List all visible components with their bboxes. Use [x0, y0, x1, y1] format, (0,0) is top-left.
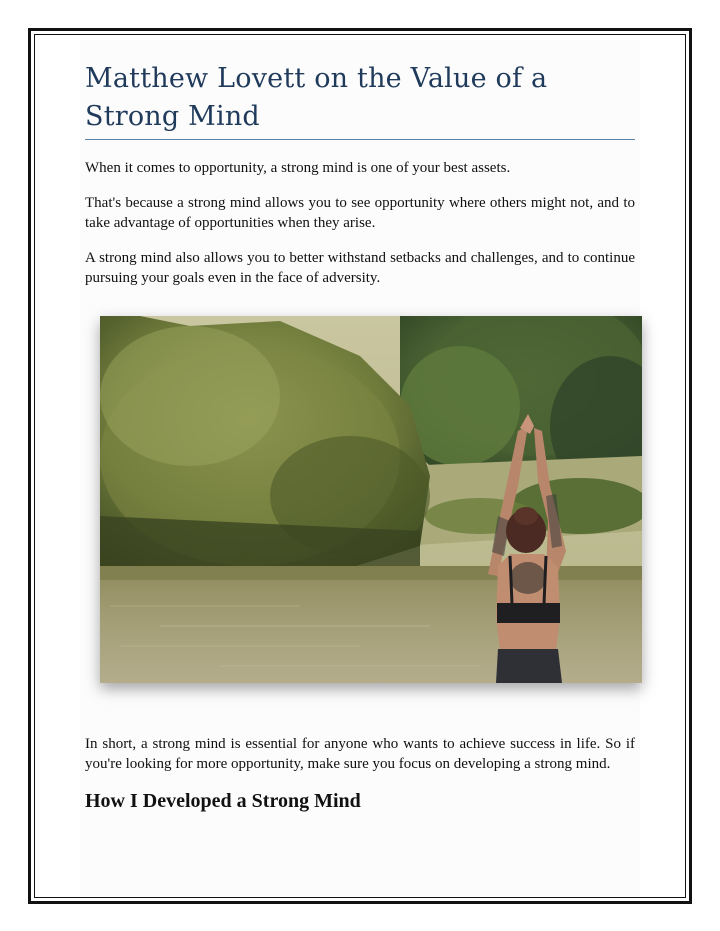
page-title: Matthew Lovett on the Value of a Strong Mind: [85, 60, 635, 140]
yoga-lake-photo: [100, 316, 642, 683]
article-closing: [85, 734, 635, 814]
paragraph-conclusion: In short, a strong mind is essential for anyone who wants to achieve success in life. So if you're looking for more opportunity, make sure you focus on developing a strong mind.: [85, 736, 635, 772]
paragraph-opportunity: That's because a strong mind allows you to see opportunity where others might not, and to take advantage of opportunities when they arise.: [85, 195, 635, 231]
paragraph-adversity: A strong mind also allows you to better withstand setbacks and challenges, and to continue pursuing your goals even in the face of adversity.: [85, 250, 635, 286]
article-body: [85, 60, 635, 288]
paragraph-intro: When it comes to opportunity, a strong mind is one of your best assets.: [85, 160, 511, 176]
section-heading: How I Developed a Strong Mind: [85, 790, 361, 812]
